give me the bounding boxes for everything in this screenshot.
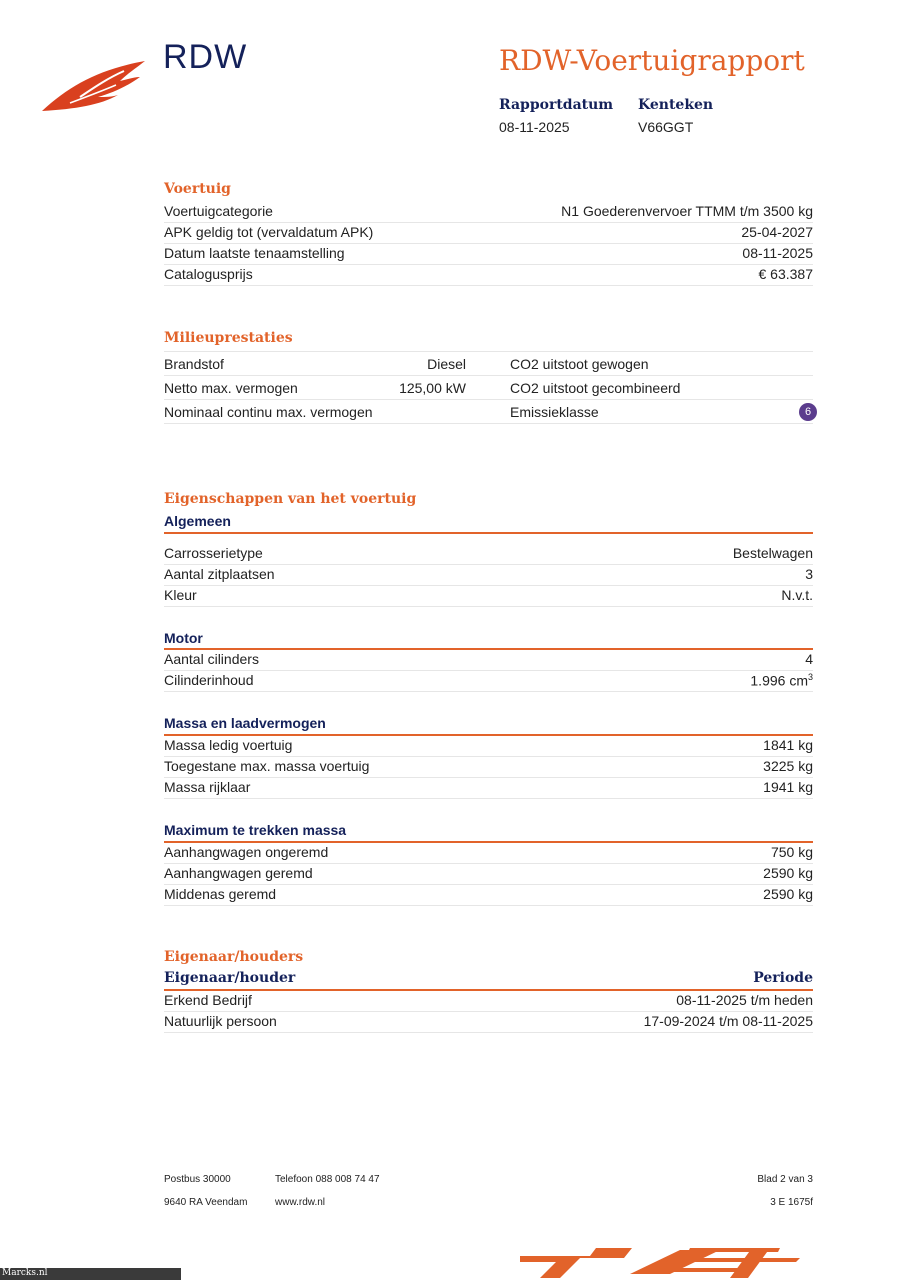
table-row: Aantal cilinders 4 [164, 649, 813, 671]
footer-web[interactable]: www.rdw.nl [275, 1197, 326, 1208]
footer-phone: Telefoon 088 008 74 47 [275, 1174, 380, 1185]
table-row: Brandstof Diesel CO2 uitstoot gewogen [164, 352, 813, 376]
footer-code: 3 E 1675f [770, 1197, 813, 1208]
table-row: Datum laatste tenaamstelling 08-11-2025 [164, 243, 813, 265]
section-eigenschappen: Eigenschappen van het voertuig [164, 491, 417, 507]
table-row: Voertuigcategorie N1 Goederenvervoer TTMM t/m 3500 kg [164, 201, 813, 223]
emission-class-badge: 6 [799, 403, 817, 421]
footer-page: Blad 2 van 3 [757, 1174, 813, 1185]
footer-postbus: Postbus 30000 [164, 1174, 231, 1185]
table-row: Cilinderinhoud 1.996 $cm^3$ [164, 670, 813, 692]
brand-name: RDW [163, 38, 248, 76]
rdw-logo-icon [40, 55, 150, 115]
table-row: Nominaal continu max. vermogen Emissieklasse 6 [164, 400, 813, 424]
subsection-massa: Massa en laadvermogen [164, 715, 326, 731]
watermark-label: Marcks.nl [2, 1268, 48, 1278]
table-row: Natuurlijk persoon 17-09-2024 t/m 08-11-2025 [164, 1011, 813, 1033]
subsection-trekken: Maximum te trekken massa [164, 822, 347, 838]
report-date: 08-11-2025 [499, 119, 570, 135]
section-milieu: Milieuprestaties [164, 330, 293, 346]
subsection-algemeen: Algemeen [164, 513, 231, 529]
table-row: Aanhangwagen geremd 2590 kg [164, 863, 813, 885]
report-date-label: Rapportdatum [499, 97, 614, 113]
table-row: APK geldig tot (vervaldatum APK) 25-04-2027 [164, 222, 813, 244]
table-row: Aantal zitplaatsen 3 [164, 564, 813, 586]
decorative-stripes-icon [520, 1244, 904, 1280]
page-title: RDW-Voertuigrapport [499, 44, 805, 77]
plate-value: V66GGT [638, 119, 694, 135]
table-row: Erkend Bedrijf 08-11-2025 t/m heden [164, 990, 813, 1012]
table-row: Middenas geremd 2590 kg [164, 884, 813, 906]
table-row: Massa ledig voertuig 1841 kg [164, 735, 813, 757]
subsection-motor: Motor [164, 630, 203, 646]
footer-city: 9640 RA Veendam [164, 1197, 248, 1208]
section-voertuig: Voertuig [164, 181, 231, 197]
table-row: Catalogusprijs € 63.387 [164, 264, 813, 286]
table-row: Kleur N.v.t. [164, 585, 813, 607]
table-row: Toegestane max. massa voertuig 3225 kg [164, 756, 813, 778]
plate-label: Kenteken [638, 97, 714, 113]
table-row: Massa rijklaar 1941 kg [164, 777, 813, 799]
table-row: Carrosserietype Bestelwagen [164, 543, 813, 565]
section-eigenaar: Eigenaar/houders [164, 949, 304, 965]
table-row: Aanhangwagen ongeremd 750 kg [164, 842, 813, 864]
table-row: Netto max. vermogen 125,00 kW CO2 uitstoot gecombineerd [164, 376, 813, 400]
